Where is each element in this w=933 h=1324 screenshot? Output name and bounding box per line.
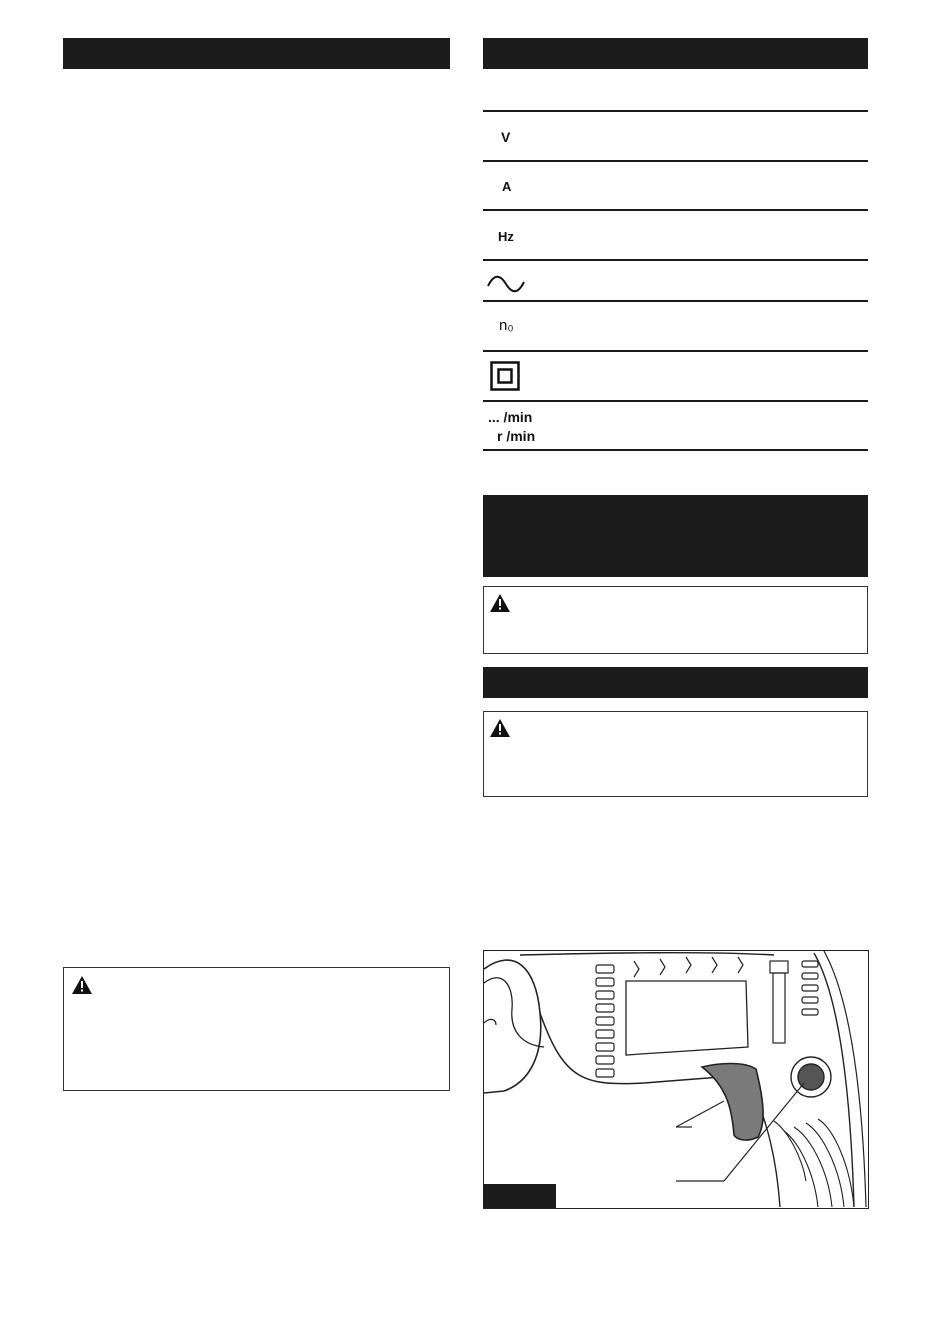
- right-warning-box-1: [483, 586, 868, 654]
- intended-use-header-bar: [483, 495, 868, 577]
- table-rule: [483, 209, 868, 211]
- warning-triangle-icon: [489, 718, 511, 738]
- symbol-revolutions-per-minute: r /min: [497, 428, 536, 444]
- table-rule: [483, 300, 868, 302]
- table-rule: [483, 400, 868, 402]
- symbol-per-minute: ... /min: [488, 409, 533, 425]
- table-rule: [483, 449, 868, 451]
- table-rule: [483, 110, 868, 112]
- drill-illustration: [484, 951, 868, 1208]
- warning-triangle-icon: [489, 593, 511, 613]
- right-warning-box-2: [483, 711, 868, 797]
- class-ii-double-insulation-icon: [490, 361, 520, 391]
- symbols-section-header-bar: [483, 38, 868, 69]
- table-rule: [483, 350, 868, 352]
- alternating-current-icon: [486, 274, 526, 294]
- symbol-volt: V: [501, 129, 511, 145]
- symbol-no-load-speed: n₀: [499, 317, 514, 334]
- symbol-ampere: A: [502, 179, 512, 194]
- electrical-connection-header-bar: [483, 667, 868, 698]
- drill-switch-figure: [483, 950, 869, 1209]
- table-rule: [483, 160, 868, 162]
- left-warning-box: [63, 967, 450, 1091]
- symbol-hertz: Hz: [498, 229, 514, 244]
- table-rule: [483, 259, 868, 261]
- warning-triangle-icon: [71, 975, 93, 995]
- left-section-header-bar: [63, 38, 450, 69]
